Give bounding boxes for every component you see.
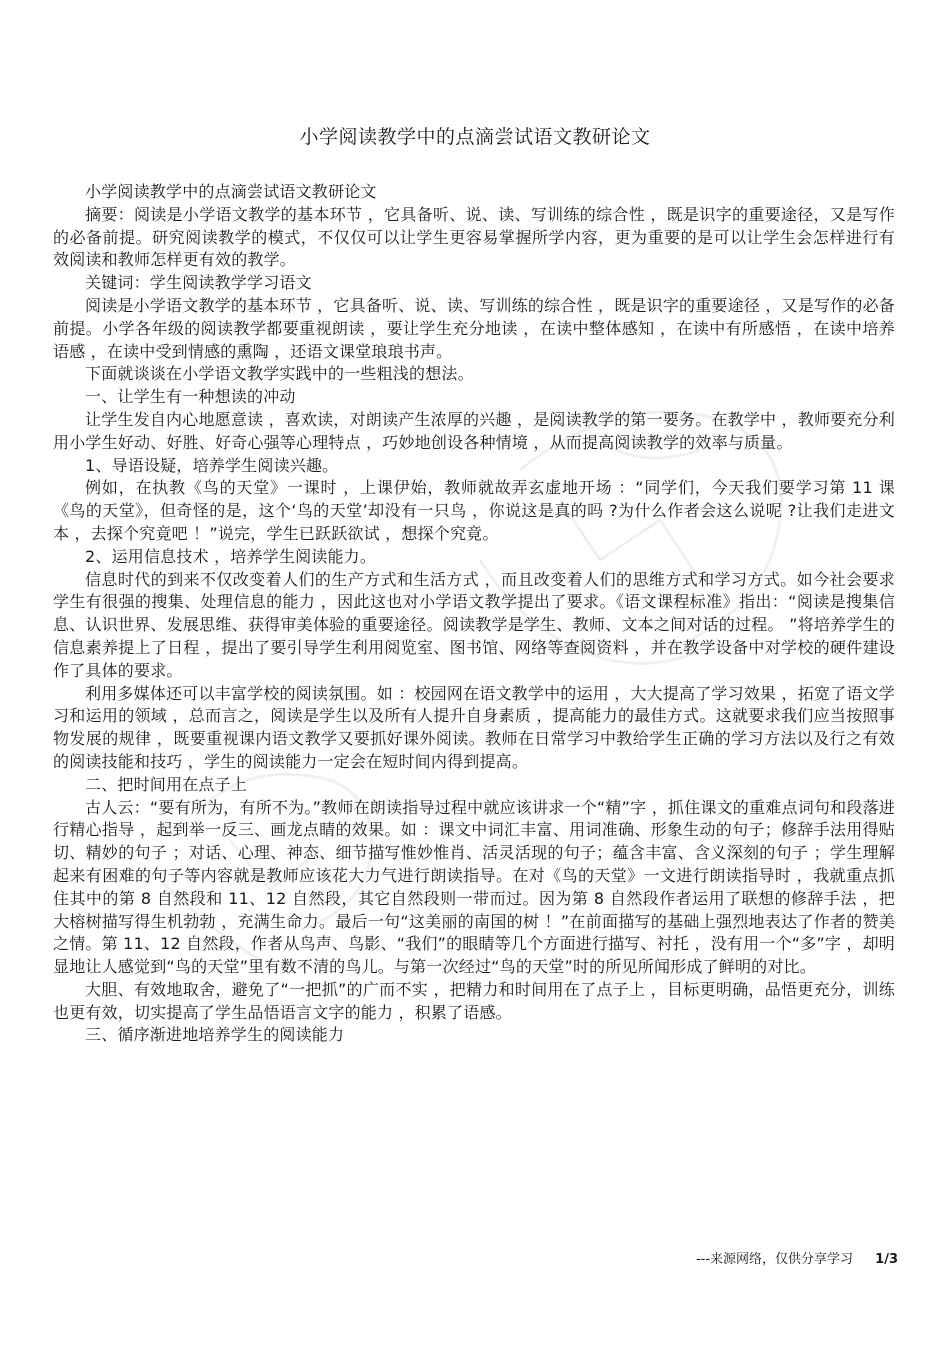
- page-footer: [696, 1251, 898, 1269]
- paragraph: 让学生发自内心地愿意读 ，喜欢读，对朗读产生浓厚的兴趣 ，是阅读教学的第一要务。在教学中 ，教师要充分利用小学生好动、好胜、好奇心强等心理特点 ，巧妙地创设各种情境 ，从而提高阅读教学的效率与质量。: [53, 409, 895, 452]
- section-heading-2: 二、把时间用在点子上: [85, 774, 248, 794]
- section-heading-3: 三、循序渐进地培养学生的阅读能力: [85, 1025, 345, 1045]
- paragraph: 例如，在执教《鸟的天堂》一课时 ，上课伊始，教师就故弄玄虚地开场 ：“同学们，今天我们要学习第 11 课《鸟的天堂》，但奇怪的是，这个‘鸟的天堂’却没有一只鸟 ，你说这是真的吗 ?为什么作者会这么说呢 ?让我们走进文本 ，去探个究竟吧 ！”说完，学生已跃跃欲试 ，想探个究竟。: [53, 478, 895, 543]
- paragraph: 利用多媒体还可以丰富学校的阅读氛围。如 ：校园网在语文教学中的运用 ，大大提高了学习效果 ，拓宽了语文学习和运用的领域 ，总而言之，阅读是学生以及所有人提升自身素质 ，提高能力的最佳方式。这就要求我们应当按照事物发展的规律 ，既要重视课内语文教学又要抓好课外阅读。教师在日常学习中教给学生正确的学习方法以及行之有效的阅读技能和技巧 ，学生的阅读能力一定会在短时间内得到提高。: [53, 683, 895, 771]
- subheading-1-2: 2、运用信息技术 ，培养学生阅读能力。: [85, 546, 377, 566]
- document-title: 小学阅读教学中的点滴尝试语文教研论文: [299, 126, 651, 148]
- paragraph: 古人云：“要有所为，有所不为。”教师在朗读指导过程中就应该讲求一个“精”字 ，抓住课文的重难点词句和段落进行精心指导 ，起到举一反三、画龙点睛的效果。如 ：课文中词汇丰富、用词准确、形象生动的句子；修辞手法用得贴切、精妙的句子 ；对话、心理、神态、细节描写惟妙惟肖、活灵活现的句子；蕴含丰富、含义深刻的句子 ；学生理解起来有困难的句子等内容就是教师应该花大力气进行朗读指导。在对《鸟的天堂》一文进行朗读指导时 ，我就重点抓住其中的第 8 自然段和 11、12 自然段，其它自然段则一带而过。因为第 8 自然段作者运用了联想的修辞手法 ，把大榕树描写得生机勃勃 ，充满生命力。最后一句“这美丽的南国的树 ！”在前面描写的基础上强烈地表达了作者的赞美之情。第 11、12 自然段，作者从鸟声、鸟影、“我们”的眼睛等几个方面进行描写、衬托 ，没有用一个“多”字 ，却明显地让人感觉到“鸟的天堂”里有数不清的鸟儿。与第一次经过“鸟的天堂”时的所见所闻形成了鲜明的对比。: [53, 797, 895, 977]
- section-heading-1: 一、让学生有一种想读的冲动: [85, 387, 296, 407]
- page-number: 1/3: [875, 1252, 898, 1267]
- paragraph: 信息时代的到来不仅改变着人们的生产方式和生活方式 ，而且改变着人们的思维方式和学习方式。如今社会要求学生有很强的搜集、处理信息的能力 ，因此这也对小学语文教学提出了要求。《语文课程标准》指出：“阅读是搜集信息、认识世界、发展思维、获得审美体验的重要途径。阅读教学是学生、教师、文本之间对话的过程。 ”将培养学生的信息素养提上了日程 ，提出了要引导学生利用阅览室、图书馆、网络等查阅资料 ，并在教学设备中对学校的硬件建设作了具体的要求。: [53, 569, 895, 680]
- document-body: [53, 181, 895, 1047]
- paragraph-abstract: 摘要：阅读是小学语文教学的基本环节 ，它具备听、说、读、写训练的综合性 ，既是识字的重要途径，又是写作的必备前提。研究阅读教学的模式，不仅仅可以让学生更容易掌握所学内容，更为重要的是可以让学生会怎样进行有效阅读和教师怎样更有效的教学。: [53, 204, 895, 270]
- paragraph: 阅读是小学语文教学的基本环节 ，它具备听、说、读、写训练的综合性 ，既是识字的重要途径 ，又是写作的必备前提。小学各年级的阅读教学都要重视朗读 ，要让学生充分地读 ，在读中整体感知 ，在读中有所感悟 ，在读中培养语感 ，在读中受到情感的熏陶 ，还语文课堂琅琅书声。: [53, 295, 895, 361]
- paragraph: 大胆、有效地取舍，避免了“一把抓”的广而不实 ，把精力和时间用在了点子上 ，目标更明确，品悟更充分，训练也更有效，切实提高了学生品悟语言文字的能力 ，积累了语感。: [53, 979, 895, 1022]
- footer-source-note: ---来源网络，仅供分享学习: [695, 1252, 854, 1267]
- paragraph: 下面就谈谈在小学语文教学实践中的一些粗浅的想法。: [85, 364, 474, 384]
- subheading-1-1: 1、导语设疑，培养学生阅读兴趣。: [85, 455, 339, 475]
- paragraph-keywords: 关键词：学生阅读教学学习语文: [85, 273, 312, 293]
- paragraph-running-title: 小学阅读教学中的点滴尝试语文教研论文: [85, 182, 377, 201]
